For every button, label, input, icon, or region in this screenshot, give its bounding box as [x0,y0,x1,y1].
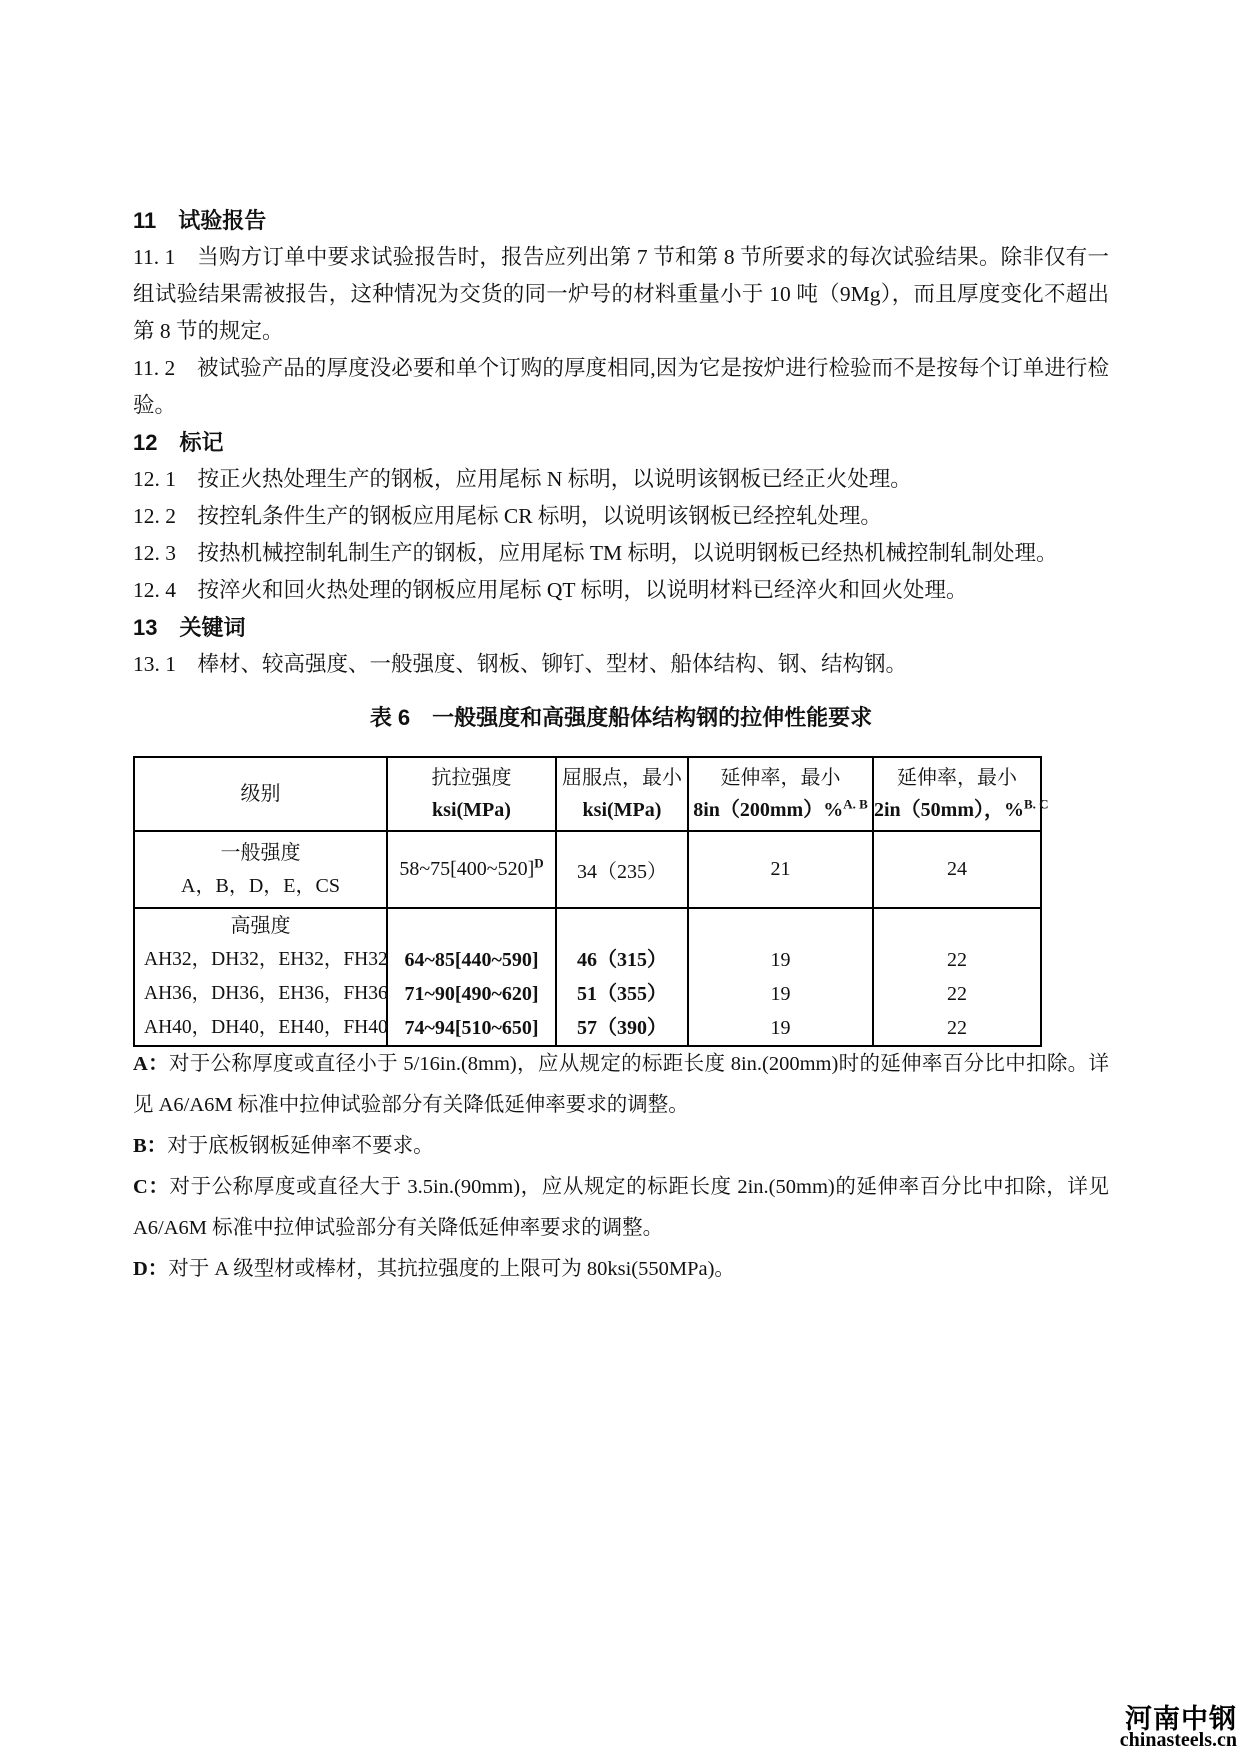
footnote-d-text: 对于 A 级型材或棒材，其抗拉强度的上限可为 80ksi(550MPa)。 [168,1258,735,1280]
cell-high-tensile [387,908,556,1046]
general-tensile-footnote-ref: D [534,855,544,871]
cell-general-elong8: 21 [688,831,873,908]
header-grade-label: 级别 [240,782,281,805]
header-elong8-footnote-ref: A. B [843,795,868,811]
col-header-grade [134,757,387,831]
footnote-b-text: 对于底板钢板延伸率不要求。 [167,1135,434,1157]
header-yield-unit: ksi(MPa) [582,798,662,821]
general-strength-row [134,831,1041,908]
tensile-32: 64~85[440~590] [404,949,539,971]
elong8-36: 19 [770,983,791,1005]
header-elong8-cn: 延伸率，最小 [720,766,841,789]
yield-40: 57（390） [577,1017,667,1039]
yield-36: 51（355） [577,983,667,1005]
cell-general-elong2: 24 [873,831,1041,908]
general-strength-grades: A，B，D，E，CS [181,874,340,897]
grades-32: AH32，DH32，EH32，FH32 [144,949,388,970]
para-13-1: 13. 1 棒材、较高强度、一般强度、钢板、铆钉、型材、船体结构、钢、结构钢。 [133,652,908,676]
header-yield-cn: 屈服点，最小 [562,766,682,789]
col-header-tensile [387,757,556,831]
footnote-b-label: B： [133,1135,168,1157]
footnote-a-label: A： [133,1053,169,1075]
grades-40: AH40，DH40，EH40，FH40 [144,1017,388,1038]
elong2-40: 22 [947,1017,967,1039]
header-elong8-unit: 8in（200mm）% [693,798,844,821]
cell-high-elong2 [873,908,1041,1046]
grades-36: AH36，DH36，EH36，FH36 [144,983,388,1004]
spacer [557,909,687,943]
footnote-c-text: 对于公称厚度或直径大于 3.5in.(90mm)，应从规定的标距长度 2in.(50mm)的延伸率百分比中扣除，详见 A6/A6M 标准中拉伸试验部分有关降低延伸率要求的调整。 [133,1176,1110,1239]
para-12-1: 12. 1 按正火热处理生产的钢板，应用尾标 N 标明，以说明该钢板已经正火处理。 [133,467,912,491]
watermark-cn-text: 河南中钢 [1125,1704,1237,1734]
elong8-32: 19 [770,949,791,971]
cell-general-grades [134,831,387,908]
high-strength-row-block [134,908,1041,1046]
para-12-3: 12. 3 按热机械控制轧制生产的钢板，应用尾标 TM 标明，以说明钢板已经热机械控制轧制处理。 [133,541,1058,565]
header-tensile-unit: ksi(MPa) [432,798,511,821]
section-12-heading: 12 标记 [133,430,224,455]
footnote-d [133,1249,1109,1290]
general-tensile-value: 58~75[400~520] [399,858,535,880]
section-13-heading: 13 关键词 [133,615,246,640]
para-12-2: 12. 2 按控轧条件生产的钢板应用尾标 CR 标明，以说明该钢板已经控轧处理。 [133,504,882,528]
para-11-1: 11. 1 当购方订单中要求试验报告时，报告应列出第 7 节和第 8 节所要求的每次试验结果。除非仅有一组试验结果需被报告，这种情况为交货的同一炉号的材料重量小于 10 吨（9Mg），而且厚度变化不超出第 8 节的规定。 [133,245,1109,343]
spacer [388,909,555,943]
table-header-row [134,757,1041,831]
header-elong2-footnote-ref: B. C [1024,795,1049,811]
elong2-36: 22 [947,983,967,1005]
col-header-yield [556,757,688,831]
general-strength-label: 一般强度 [220,841,301,864]
para-11-2: 11. 2 被试验产品的厚度没必要和单个订购的厚度相同,因为它是按炉进行检验而不是按每个订单进行检验。 [133,356,1109,417]
col-header-elong-2in [873,757,1049,831]
footnote-c [133,1167,1109,1249]
col-header-elong-8in [688,757,873,831]
header-elong2-cn: 延伸率，最小 [897,766,1017,789]
footnote-b [133,1126,1109,1167]
cell-general-yield: 34（235） [556,831,688,908]
elong2-32: 22 [947,949,967,971]
cell-general-tensile [387,831,556,908]
yield-32: 46（315） [577,949,667,971]
table-6-title: 表 6 一般强度和高强度船体结构钢的拉伸性能要求 [369,705,873,730]
section-11-heading: 11 试验报告 [133,208,267,233]
cell-high-grades [134,908,387,1046]
spacer [689,909,872,943]
watermark-domain: chinasteels.cn [1119,1729,1237,1751]
table-footnotes [133,1044,1109,1290]
footnote-c-label: C： [133,1176,170,1198]
cell-high-yield [556,908,688,1046]
header-tensile-cn: 抗拉强度 [431,766,512,789]
high-strength-label: 高强度 [230,915,291,937]
para-12-4: 12. 4 按淬火和回火热处理的钢板应用尾标 QT 标明，以说明材料已经淬火和回火处理。 [133,578,968,602]
watermark-logo [1119,1704,1237,1751]
table-6-block [133,698,1109,1047]
document-body [133,202,1109,683]
spacer [874,909,1040,943]
tensile-requirements-table [133,756,1049,1047]
tensile-40: 74~94[510~650] [404,1017,539,1039]
tensile-36: 71~90[490~620] [404,983,539,1005]
cell-high-elong8 [688,908,873,1046]
footnote-d-label: D： [133,1258,169,1280]
footnote-a-text: 对于公称厚度或直径小于 5/16in.(8mm)，应从规定的标距长度 8in.(200mm)时的延伸率百分比中扣除。详见 A6/A6M 标准中拉伸试验部分有关降低延伸率要求的调整。 [133,1053,1109,1116]
elong8-40: 19 [770,1017,791,1039]
footnote-a [133,1044,1109,1126]
header-elong2-unit: 2in（50mm），% [874,798,1024,821]
